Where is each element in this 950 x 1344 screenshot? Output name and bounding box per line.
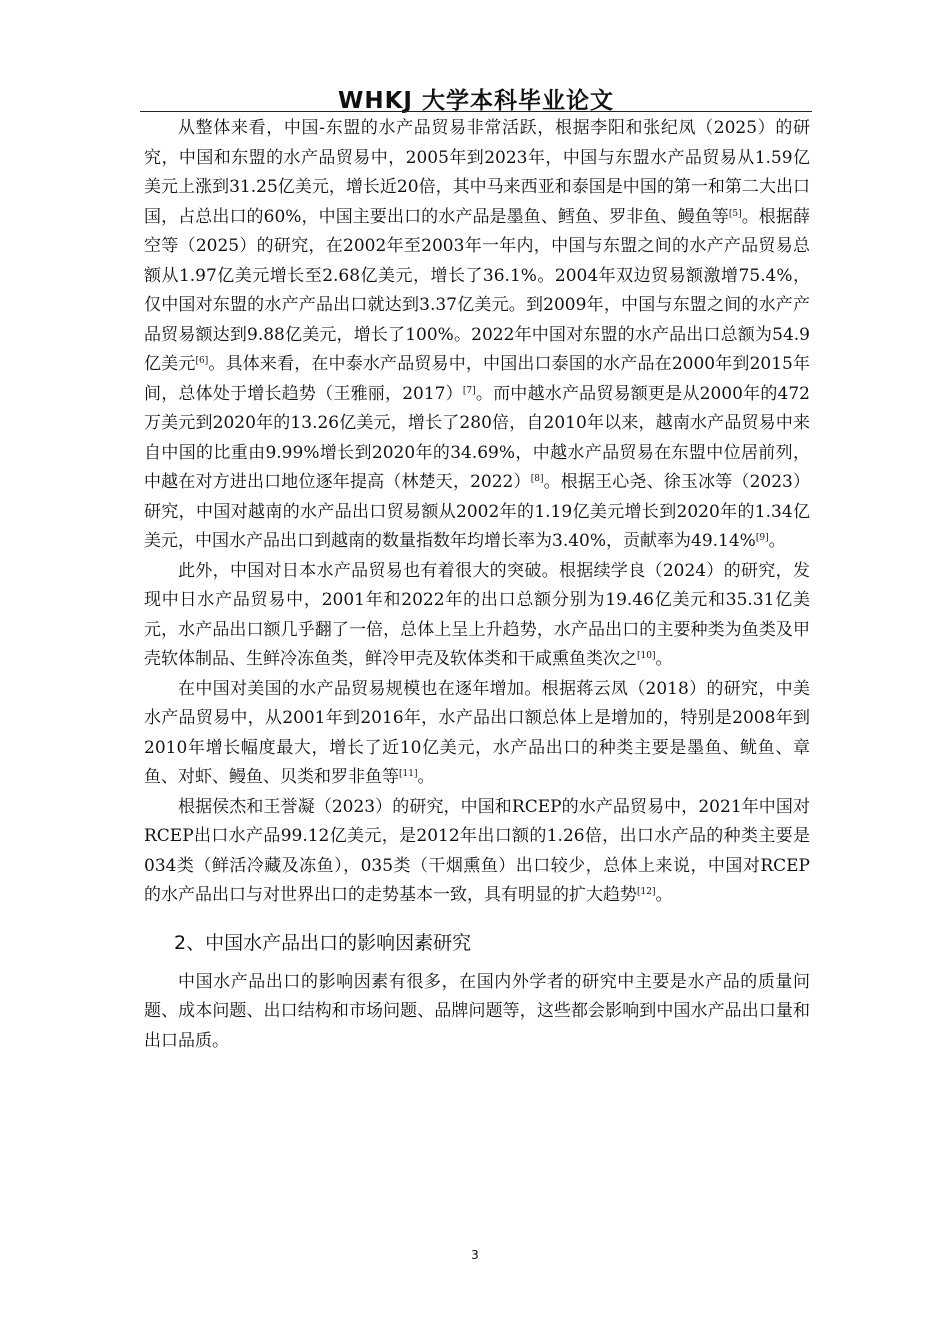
citation-ref: [6]: [195, 356, 209, 366]
header-divider: [140, 111, 812, 112]
paragraph-text: 。: [655, 649, 673, 669]
page-number: 3: [471, 1248, 479, 1262]
paragraph-text: 。而中越水产品贸易额更是从2000年的472万美元到2020年的13.26亿美元，增长了280倍，自2010年以来，越南水产品贸易中来自中国的比重由9.99%增长到2020年的34.69%，中越水产品贸易在东盟中位居前列，中越在对方进出口地位逐年提高（林楚天，2022）: [144, 383, 810, 492]
paragraph-text: 在中国对美国的水产品贸易规模也在逐年增加。根据蒋云凤（2018）的研究，中美水产品贸易中，从2001年到2016年，水产品出口额总体上是增加的，特别是2008年到2010年增长幅度最大，增长了近10亿美元，水产品出口的种类主要是墨鱼、鱿鱼、章鱼、对虾、鳗鱼、贝类和罗非鱼等: [144, 678, 810, 787]
section-heading: 2、中国水产品出口的影响因素研究: [174, 931, 472, 954]
citation-ref: [7]: [462, 385, 476, 396]
citation-ref: [10]: [637, 651, 656, 661]
paragraph-text: 。: [417, 767, 435, 787]
paragraph-text: 根据侯杰和王誉凝（2023）的研究，中国和RCEP的水产品贸易中，2021年中国对RCEP出口水产品99.12亿美元，是2012年出口额的1.26倍，出口水产品的种类主要是034类（鲜活冷藏及冻鱼），035类（干烟熏鱼）出口较少，总体上来说，中国对RCEP的水产品出口与对世界出口的走势基本一致，具有明显的扩大趋势: [144, 796, 810, 905]
body-text: [144, 114, 810, 1056]
citation-ref: [12]: [637, 887, 656, 897]
paragraph-usa: [144, 675, 810, 793]
citation-ref: [8]: [530, 474, 544, 484]
citation-ref: [5]: [728, 208, 742, 219]
paragraph-text: 。根据王心尧、徐玉冰等（2023）研究，中国对越南的水产品出口贸易额从2002年的1.19亿美元增长到2020年的1.34亿美元，中国水产品出口到越南的数量指数年均增长率为3.40%，贡献率为49.14%: [144, 472, 811, 551]
paragraph-asean: [144, 114, 810, 557]
paragraph-factors: 中国水产品出口的影响因素有很多，在国内外学者的研究中主要是水产品的质量问题、成本问题、出口结构和市场问题、品牌问题等，这些都会影响到中国水产品出口量和出口品质。: [144, 971, 810, 1051]
paragraph-text: 。: [655, 885, 673, 905]
citation-ref: [11]: [399, 769, 418, 779]
citation-ref: [9]: [755, 533, 769, 543]
paragraph-text: 。根据薛空等（2025）的研究，在2002年至2003年一年内，中国与东盟之间的水产产品贸易总额从1.97亿美元增长至2.68亿美元，增长了36.1%。2004年双边贸易额激增75.4%，仅中国对东盟的水产产品出口就达到3.37亿美元。到2009年，中国与东盟之间的水产产品贸易额达到9.88亿美元，增长了100%。2022年中国对东盟的水产品出口总额为54.9亿美元: [144, 206, 810, 374]
paragraph-text: 。: [768, 531, 786, 551]
paragraph-japan: [144, 557, 810, 675]
paragraph-rcep: [144, 793, 810, 911]
paragraph-text: 此外，中国对日本水产品贸易也有着很大的突破。根据续学良（2024）的研究，发现中日水产品贸易中，2001年和2022年的出口总额分别为19.46亿美元和35.31亿美元，水产品出口额几乎翻了一倍，总体上呈上升趋势，水产品出口的主要种类为鱼类及甲壳软体制品、生鲜冷冻鱼类，鲜冷甲壳及软体类和干咸熏鱼类次之: [144, 560, 810, 669]
page-header-title: WHKJ 大学本科毕业论文: [337, 88, 614, 114]
paragraph-text: 从整体来看，中国-东盟的水产品贸易非常活跃，根据李阳和张纪凤（2025）的研究，中国和东盟的水产品贸易中，2005年到2023年，中国与东盟水产品贸易从1.59亿美元上涨到31.25亿美元，增长近20倍，其中马来西亚和泰国是中国的第一和第二大出口国，占总出口的60%，中国主要出口的水产品是墨鱼、鳕鱼、罗非鱼、鳗鱼等: [144, 118, 810, 227]
paragraph-text: 。具体来看，在中泰水产品贸易中，中国出口泰国的水产品在2000年到2015年间，总体处于增长趋势（王雅丽，2017）: [144, 354, 811, 404]
